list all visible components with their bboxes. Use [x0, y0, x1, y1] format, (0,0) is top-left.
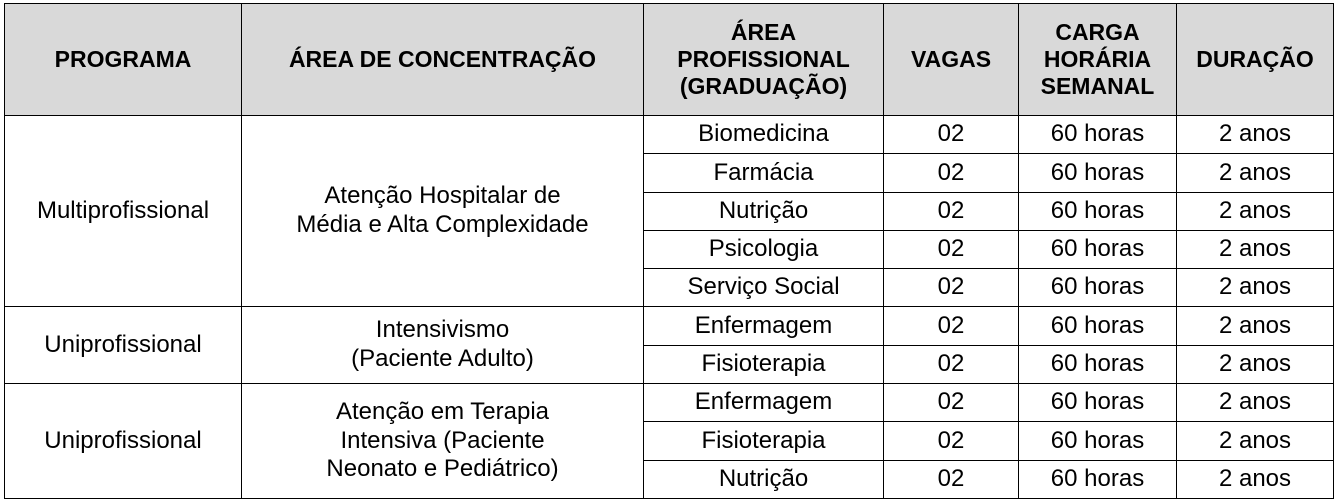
area-profissional-cell: Enfermagem [644, 384, 884, 422]
table-row [5, 116, 1334, 154]
header-programa [5, 4, 242, 116]
area-line: Média e Alta Complexidade [296, 211, 589, 239]
programs-table [4, 3, 1334, 499]
carga-cell: 60 horas [1019, 384, 1177, 422]
vagas-cell: 02 [884, 460, 1019, 498]
carga-cell: 60 horas [1019, 422, 1177, 460]
area-line: Intensiva (Paciente [340, 426, 545, 454]
area-concentracao-cell [242, 307, 644, 384]
area-concentracao-cell [242, 116, 644, 307]
carga-cell: 60 horas [1019, 192, 1177, 230]
vagas-cell: 02 [884, 230, 1019, 268]
header-vagas [884, 4, 1019, 116]
table-row [5, 307, 1334, 345]
vagas-cell: 02 [884, 345, 1019, 383]
area-line: Atenção Hospitalar de [324, 182, 561, 210]
duracao-cell: 2 anos [1177, 345, 1334, 383]
area-profissional-cell: Psicologia [644, 230, 884, 268]
area-profissional-cell: Enfermagem [644, 307, 884, 345]
duracao-cell: 2 anos [1177, 460, 1334, 498]
header-row [5, 4, 1334, 116]
carga-cell: 60 horas [1019, 230, 1177, 268]
area-profissional-cell: Serviço Social [644, 269, 884, 307]
programa-cell: Multiprofissional [5, 116, 242, 307]
area-profissional-cell: Fisioterapia [644, 345, 884, 383]
header-carga-horaria [1019, 4, 1177, 116]
programa-cell: Uniprofissional [5, 307, 242, 384]
carga-cell: 60 horas [1019, 460, 1177, 498]
area-line: (Paciente Adulto) [351, 345, 534, 373]
area-line: Atenção em Terapia [335, 397, 550, 425]
header-area-profissional-line-2: PROFISSIONAL [677, 45, 850, 72]
header-area-profissional [644, 4, 884, 116]
header-carga-line-2: HORÁRIA [1043, 45, 1152, 72]
header-programa-label: PROGRAMA [54, 45, 192, 72]
vagas-cell: 02 [884, 116, 1019, 154]
area-line: Neonato e Pediátrico) [326, 455, 559, 483]
duracao-cell: 2 anos [1177, 192, 1334, 230]
vagas-cell: 02 [884, 192, 1019, 230]
carga-cell: 60 horas [1019, 345, 1177, 383]
header-carga-line-3: SEMANAL [1040, 73, 1155, 100]
header-area-profissional-line-1: ÁREA [730, 18, 797, 45]
header-vagas-label: VAGAS [910, 45, 992, 72]
vagas-cell: 02 [884, 269, 1019, 307]
duracao-cell: 2 anos [1177, 116, 1334, 154]
header-carga-line-1: CARGA [1055, 18, 1140, 45]
duracao-cell: 2 anos [1177, 269, 1334, 307]
header-area-concentracao-label: ÁREA DE CONCENTRAÇÃO [288, 45, 597, 72]
area-concentracao-cell [242, 384, 644, 499]
duracao-cell: 2 anos [1177, 384, 1334, 422]
vagas-cell: 02 [884, 307, 1019, 345]
area-profissional-cell: Nutrição [644, 460, 884, 498]
header-area-profissional-line-3: (GRADUAÇÃO) [679, 73, 848, 100]
header-area-concentracao [242, 4, 644, 116]
vagas-cell: 02 [884, 422, 1019, 460]
area-profissional-cell: Farmácia [644, 154, 884, 192]
programa-cell: Uniprofissional [5, 384, 242, 499]
table-row [5, 384, 1334, 422]
vagas-cell: 02 [884, 384, 1019, 422]
duracao-cell: 2 anos [1177, 422, 1334, 460]
area-line: Intensivismo [375, 316, 510, 344]
carga-cell: 60 horas [1019, 307, 1177, 345]
carga-cell: 60 horas [1019, 116, 1177, 154]
area-profissional-cell: Biomedicina [644, 116, 884, 154]
duracao-cell: 2 anos [1177, 307, 1334, 345]
area-profissional-cell: Nutrição [644, 192, 884, 230]
header-duracao [1177, 4, 1334, 116]
carga-cell: 60 horas [1019, 154, 1177, 192]
header-duracao-label: DURAÇÃO [1196, 45, 1314, 72]
area-profissional-cell: Fisioterapia [644, 422, 884, 460]
duracao-cell: 2 anos [1177, 230, 1334, 268]
vagas-cell: 02 [884, 154, 1019, 192]
duracao-cell: 2 anos [1177, 154, 1334, 192]
carga-cell: 60 horas [1019, 269, 1177, 307]
